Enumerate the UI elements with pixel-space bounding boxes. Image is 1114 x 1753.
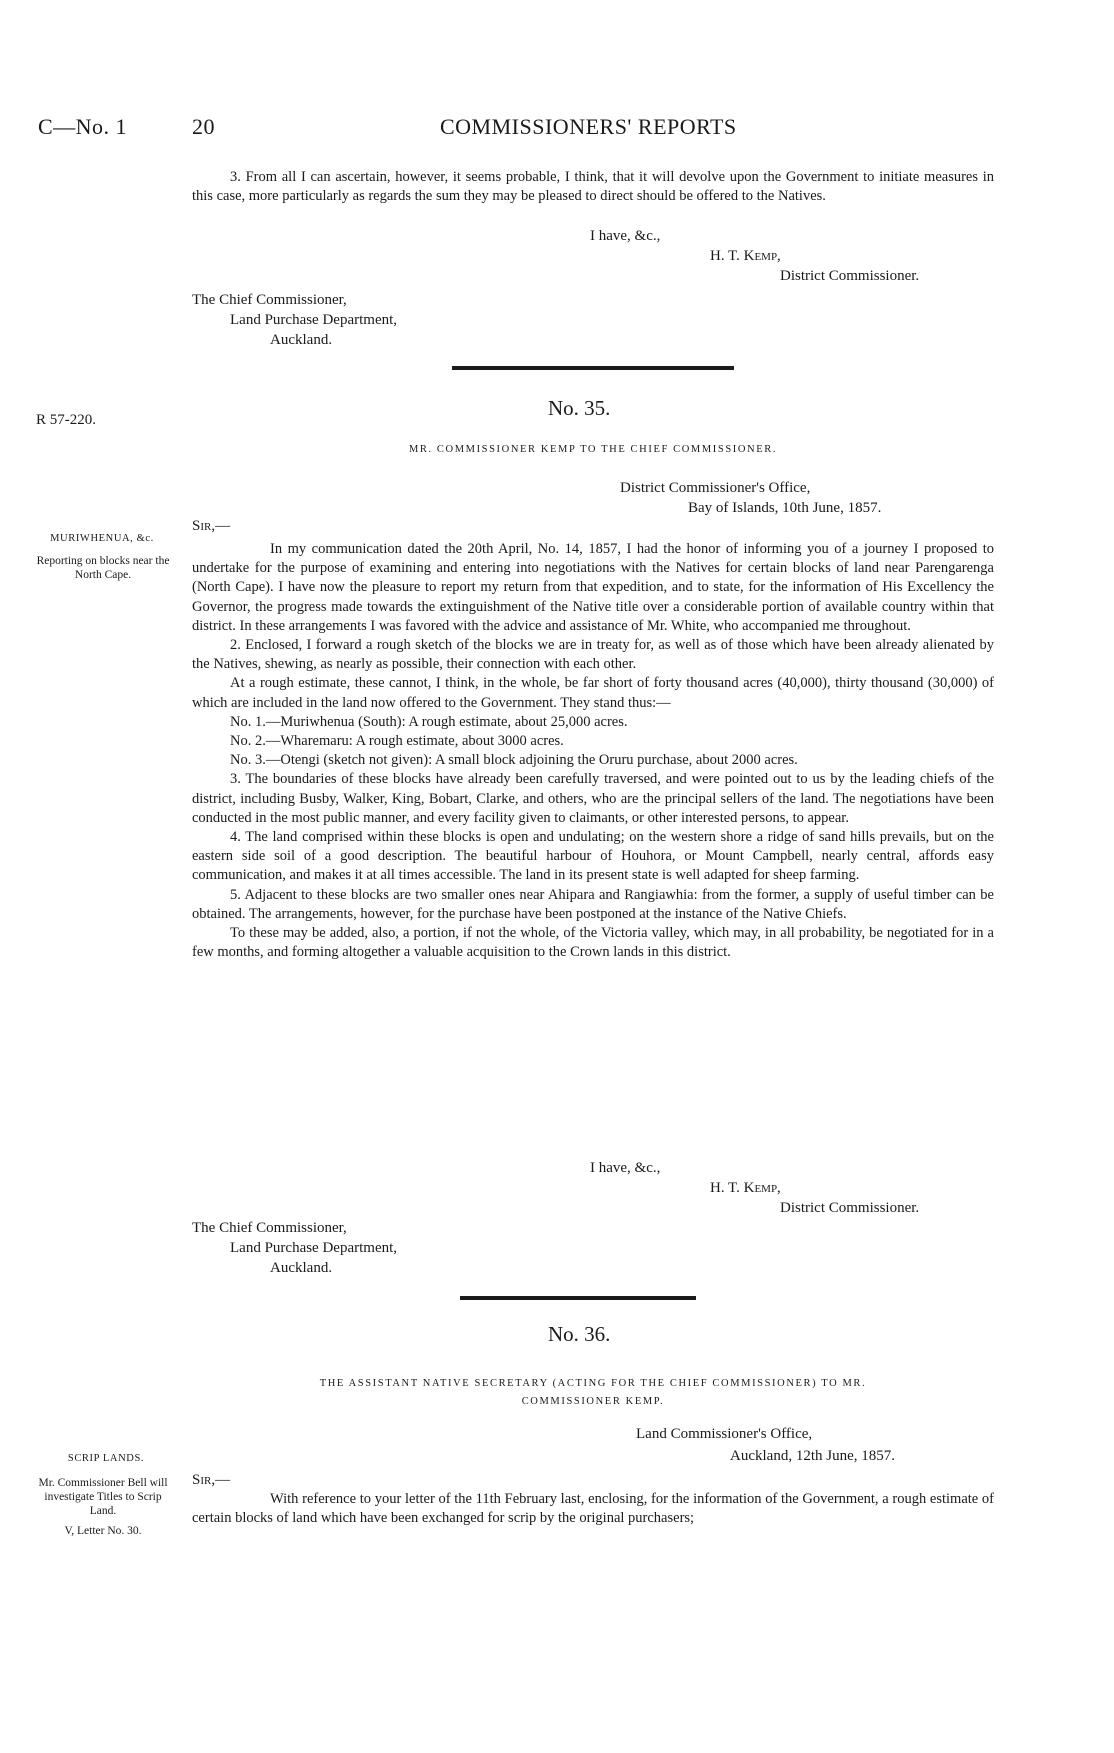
margin-title-35: MURIWHENUA, &c.	[50, 533, 154, 544]
letter-number-36: No. 36.	[548, 1322, 611, 1346]
margin-ref-36: V, Letter No. 30.	[64, 1525, 142, 1537]
document-code: C—No. 1	[38, 114, 128, 139]
letter-caption-35: MR. COMMISSIONER KEMP TO THE CHIEF COMMISSIONER.	[408, 444, 778, 455]
letter-caption-36-line2: COMMISSIONER KEMP.	[521, 1396, 665, 1407]
reference-number: R 57-220.	[36, 412, 96, 428]
top-letter-signer: H. T. Kemp,	[710, 248, 781, 264]
section-rule-2	[460, 1296, 696, 1300]
margin-note-35: Reporting on blocks near the North Cape.	[36, 555, 170, 581]
page-number: 20	[192, 114, 215, 139]
closing-35: I have, &c.,	[590, 1160, 661, 1176]
place-date-35: Bay of Islands, 10th June, 1857.	[688, 500, 882, 516]
addressee-35: The Chief Commissioner, Land Purchase Department, Auckland.	[192, 1220, 398, 1276]
office-35: District Commissioner's Office,	[620, 480, 811, 496]
page-title: COMMISSIONERS' REPORTS	[440, 114, 737, 139]
top-letter-paragraph: 3. From all I can ascertain, however, it seems probable, I think, that it will devolve upon the Government to initiate measures in this case, more particularly as regards the sum they may be pleased to direct should be offered to the Natives.	[192, 169, 994, 205]
top-letter-signer-title: District Commissioner.	[780, 268, 920, 284]
letter-caption-36-line1: THE ASSISTANT NATIVE SECRETARY (ACTING FOR THE CHIEF COMMISSIONER) TO MR.	[319, 1378, 867, 1389]
salutation-36: Sir,—	[192, 1472, 231, 1488]
section-rule	[452, 366, 734, 370]
signer-35: H. T. Kemp,	[710, 1180, 781, 1196]
top-letter-addressee: The Chief Commissioner, Land Purchase Department, Auckland.	[192, 292, 398, 348]
top-letter-closing: I have, &c.,	[590, 228, 661, 244]
office-36: Land Commissioner's Office,	[636, 1426, 813, 1442]
place-date-36: Auckland, 12th June, 1857.	[730, 1448, 895, 1464]
salutation-35: Sir,—	[192, 518, 231, 534]
signer-title-35: District Commissioner.	[780, 1200, 920, 1216]
letter-35-body: In my communication dated the 20th April, No. 14, 1857, I had the honor of informing you of a journey I proposed to undertake for the purpose of examining and entering into negotiations with the Natives for certain blocks of land near Parengarenga (North Cape). I have now the pleasure to report my return from that expedition, and to state, for the information of His Excellency the Governor, the progress made towards the extinguishment of the Native title over a considerable portion of available country within that district. In these arrangements I was favored with the advice and assistance of Mr. White, who accompanied me throughout. 2. Enclosed, I forward a rough sketch of the blocks we are in treaty for, as well as of those which have been already alienated by the Natives, shewing, as nearly as possible, their connection with each other. At a rough estimate, these cannot, I think, in the whole, be far short of forty thousand acres (40,000), thirty thousand (30,000) of which are included in the land now offered to the Government. They stand thus:— No. 1.—Muriwhenua (South): A rough estimate, about 25,000 acres. No. 2.—Wharemaru: A rough estimate, about 3000 acres. No. 3.—Otengi (sketch not given): A small block adjoining the Oruru purchase, about 2000 acres. 3. The boundaries of these blocks have already been carefully traversed, and were pointed out to us by the leading chiefs of the district, including Busby, Walker, King, Bobart, Clarke, and others, who are the principal sellers of the land. The negotiations have been conducted in the most public manner, and every facility given to claimants, or other interested persons, to appear. 4. The land comprised within these blocks is open and undulating; on the western shore a ridge of sand hills prevails, but on the eastern side soil of a good description. The beautiful harbour of Houhora, or Mount Campbell, nearly central, affords easy communication, and makes it at all times accessible. The land in its present state is well adapted for sheep farming. 5. Adjacent to these blocks are two smaller ones near Ahipara and Rangiawhia: from the former, a supply of useful timber can be obtained. The arrangements, however, for the purchase have been postponed at the instance of the Native Chiefs. To these may be added, also, a portion, if not the whole, of the Victoria valley, which may, in all probability, be negotiated for in a few months, and forming altogether a valuable acquisition to the Crown lands in this district.	[192, 541, 994, 961]
letter-36-body: With reference to your letter of the 11th February last, enclosing, for the information of the Government, a rough estimate of certain blocks of land which have been exchanged for scrip by the original purchasers;	[192, 1491, 994, 1527]
margin-note-36: Mr. Commissioner Bell will investigate Titles to Scrip Land.	[38, 1477, 168, 1517]
margin-title-36: SCRIP LANDS.	[67, 1453, 145, 1464]
letter-number-35: No. 35.	[548, 396, 611, 420]
